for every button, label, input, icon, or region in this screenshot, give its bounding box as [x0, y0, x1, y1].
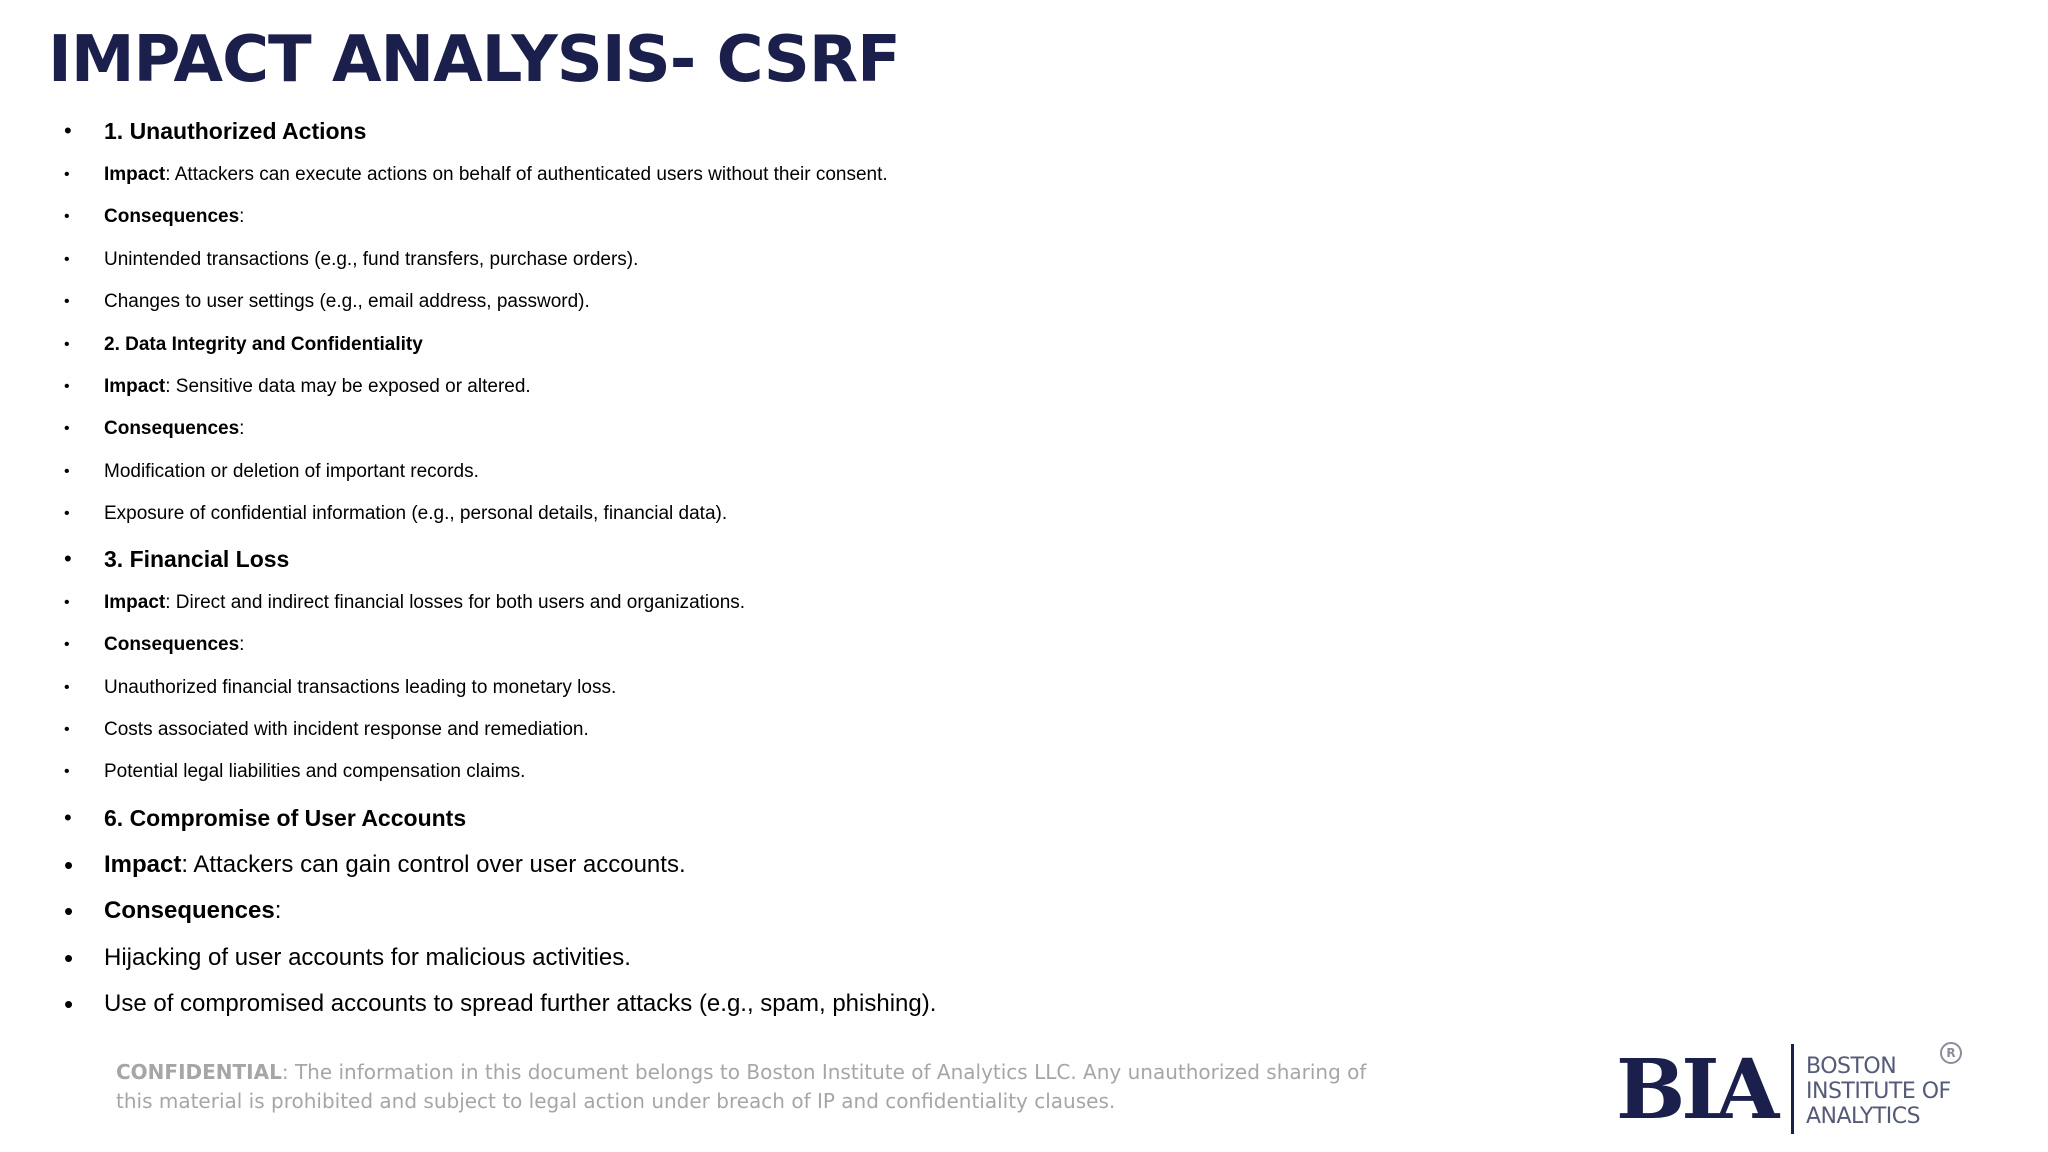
list-item [64, 985, 936, 1023]
bullet-text: Potential legal liabilities and compensation claims. [104, 761, 526, 782]
list-item [64, 800, 466, 836]
bullet-text: : [239, 206, 245, 227]
bullet-bold: Impact [104, 164, 166, 185]
logo-line-1: BOSTON [1806, 1054, 1897, 1079]
list-item [64, 588, 745, 618]
bullet-bold: 6. Compromise of User Accounts [104, 804, 467, 831]
list-item [64, 202, 244, 232]
bullet-text: Use of compromised accounts to spread further attacks (e.g., spam, phishing). [104, 990, 937, 1017]
bullet-icon: • [64, 336, 70, 353]
bullet-icon: • [64, 942, 74, 973]
bullet-bold: 1. Unauthorized Actions [104, 117, 367, 144]
list-item [64, 892, 281, 930]
bullet-icon: • [64, 463, 70, 480]
registered-icon: R [1940, 1042, 1962, 1064]
list-item [64, 846, 686, 884]
bullet-icon: • [64, 763, 70, 780]
page-title: IMPACT ANALYSIS- CSRF [48, 23, 900, 97]
list-item [64, 939, 631, 977]
bullet-bold: 3. Financial Loss [104, 545, 290, 572]
bullet-bold: Consequences [104, 897, 275, 924]
bullet-bold: Impact [104, 592, 166, 613]
bullet-icon: • [64, 378, 70, 395]
logo-line-2: INSTITUTE OF [1806, 1079, 1951, 1104]
list-item [64, 630, 244, 660]
bullet-bold: Consequences [104, 418, 240, 439]
bullet-icon: • [64, 118, 72, 143]
bullet-text: Exposure of confidential information (e.g., personal details, financial data). [104, 503, 728, 524]
bullet-bold: 2. Data Integrity and Confidentiality [104, 334, 423, 355]
list-item [64, 414, 244, 444]
bullet-icon: • [64, 293, 70, 310]
bullet-icon: • [64, 505, 70, 522]
bullet-text: Costs associated with incident response and remediation. [104, 719, 589, 740]
bullet-icon: • [64, 166, 70, 183]
bullet-icon: • [64, 895, 74, 926]
bullet-text: : Attackers can gain control over user accounts. [181, 851, 686, 878]
logo-line-3: ANALYTICS [1806, 1104, 1921, 1129]
bullet-text: : [274, 897, 282, 924]
bullet-text: : Attackers can execute actions on behalf of authenticated users without their consent. [165, 164, 888, 185]
list-item [64, 499, 727, 529]
list-item [64, 330, 423, 360]
bullet-icon: • [64, 988, 74, 1019]
logo-mark: BIA [1616, 1042, 1776, 1138]
list-item [64, 715, 589, 745]
bullet-icon: • [64, 805, 72, 830]
list-item [64, 287, 590, 317]
bullet-icon: • [64, 420, 70, 437]
bullet-bold: Consequences [104, 634, 240, 655]
bullet-text: Unintended transactions (e.g., fund transfers, purchase orders). [104, 249, 639, 270]
list-item [64, 541, 289, 577]
list-item [64, 160, 888, 190]
confidential-label: CONFIDENTIAL [116, 1060, 282, 1084]
bullet-icon: • [64, 636, 70, 653]
bullet-bold: Consequences [104, 206, 240, 227]
list-item [64, 457, 479, 487]
bullet-text: Modification or deletion of important records. [104, 461, 479, 482]
bullet-icon: • [64, 546, 72, 571]
bullet-icon: • [64, 679, 70, 696]
list-item [64, 245, 638, 275]
bullet-icon: • [64, 251, 70, 268]
bullet-text: : Direct and indirect financial losses for both users and organizations. [165, 592, 746, 613]
bullet-text: Unauthorized financial transactions leading to monetary loss. [104, 677, 617, 698]
bia-logo [1616, 1040, 1966, 1136]
logo-divider [1791, 1044, 1794, 1134]
list-item [64, 757, 525, 787]
confidential-text: : The information in this document belongs to Boston Institute of Analytics LLC. Any unauthorized sharing of this material is prohibited and subject to legal action under breach of IP and confidentiality clauses. [116, 1060, 1367, 1113]
list-item [64, 372, 531, 402]
bullet-icon: • [64, 594, 70, 611]
confidential-notice [116, 1058, 1396, 1116]
bullet-text: : [239, 634, 245, 655]
bullet-icon: • [64, 721, 70, 738]
bullet-text: Hijacking of user accounts for malicious activities. [104, 944, 631, 971]
bullet-icon: • [64, 208, 70, 225]
list-item [64, 673, 616, 703]
bullet-bold: Impact [104, 851, 182, 878]
bullet-bold: Impact [104, 376, 166, 397]
bullet-text: : [239, 418, 245, 439]
list-item [64, 113, 366, 149]
bullet-icon: • [64, 849, 74, 880]
bullet-text: Changes to user settings (e.g., email address, password). [104, 291, 590, 312]
bullet-text: : Sensitive data may be exposed or altered. [165, 376, 531, 397]
logo-wordmark [1806, 1054, 1951, 1129]
